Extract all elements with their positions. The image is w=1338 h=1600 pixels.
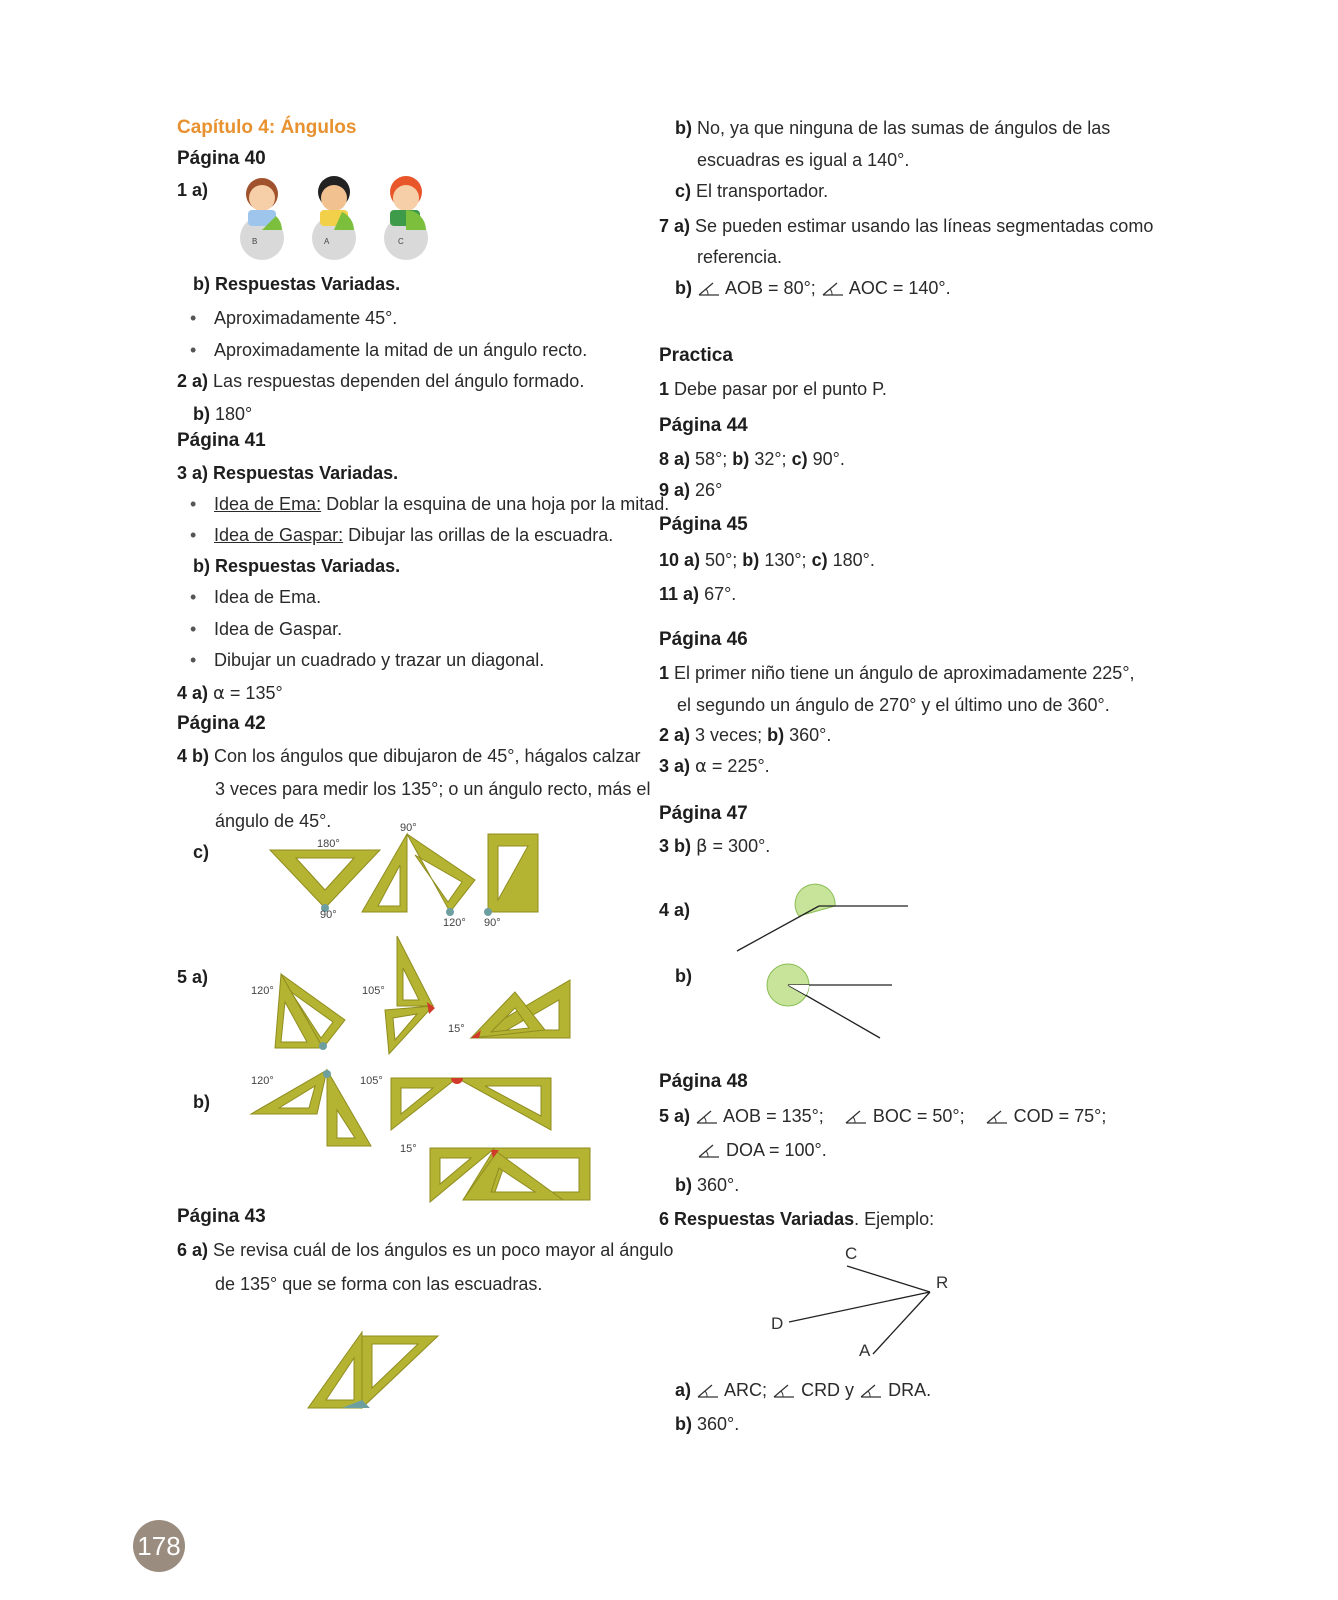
q5b-label: b) <box>193 1092 210 1112</box>
q6a-line-1: 6 a) Se revisa cuál de los ángulos es un poco mayor al ángulo <box>177 1240 674 1260</box>
q6c: c) El transportador. <box>675 181 829 201</box>
diagram-label-r: R <box>936 1273 949 1292</box>
q6a-square-2 <box>362 1336 438 1408</box>
angle-icon <box>697 281 721 297</box>
q3a-heading: 3 a) Respuestas Variadas. <box>177 463 399 483</box>
page-heading-41: Página 41 <box>177 430 266 451</box>
q1b-item-1: • Aproximadamente 45°. <box>190 308 398 328</box>
kid-label-a: A <box>324 237 330 246</box>
q4b-line-2: 3 veces para medir los 135°; o un ángulo recto, más el <box>215 779 651 799</box>
q3a-item-2: • Idea de Gaspar: Dibujar las orillas de la escuadra. <box>190 525 614 545</box>
p48-5a-line-2: DOA = 100°. <box>697 1138 827 1162</box>
diagram-label-c: C <box>845 1244 858 1263</box>
a5-square-1b <box>275 974 323 1048</box>
practica-1: 1 Debe pasar por el punto P. <box>659 379 887 399</box>
q7b: b) AOB = 80°; AOC = 140°. <box>675 278 951 298</box>
kid-redhead <box>384 176 428 260</box>
angle-icon <box>697 1143 721 1159</box>
chapter-title: Capítulo 4: Ángulos <box>177 117 357 138</box>
page-heading-40: Página 40 <box>177 148 266 169</box>
c-angle-90-top: 90° <box>400 822 417 834</box>
b5-angle-15: 15° <box>400 1143 417 1155</box>
a5-square-2b <box>385 1006 433 1054</box>
q1a-label: 1 a) <box>177 180 209 200</box>
page-heading-44: Página 44 <box>659 415 748 436</box>
q2a: 2 a) Las respuestas dependen del ángulo formado. <box>177 371 585 391</box>
q6b-line-1: b) No, ya que ninguna de las sumas de ángulos de las <box>675 118 1111 138</box>
b5-square-2b <box>457 1078 551 1130</box>
page-heading-47: Página 47 <box>659 803 748 824</box>
q9: 9 a) 26° <box>659 480 723 500</box>
page-heading-46: Página 46 <box>659 629 748 650</box>
p48-6: 6 Respuestas Variadas. Ejemplo: <box>659 1209 935 1229</box>
q2b: b) 180° <box>193 404 253 424</box>
q7a-line-2: referencia. <box>697 247 783 267</box>
diagram-label-a: A <box>859 1341 871 1360</box>
page-heading-42: Página 42 <box>177 713 266 734</box>
p48-5a-line-1: 5 a) AOB = 135°; BOC = 50°; COD = 75°; <box>659 1106 1107 1126</box>
q6a-line-2: de 135° que se forma con las escuadras. <box>215 1274 543 1294</box>
set-square-3 <box>407 834 475 912</box>
q11: 11 a) 67°. <box>659 584 737 604</box>
q4c-label: c) <box>193 842 210 862</box>
q5a-label: 5 a) <box>177 967 209 987</box>
angle-icon <box>844 1109 868 1125</box>
set-square-2 <box>362 834 407 912</box>
p47-3b: 3 b) β = 300°. <box>659 836 771 857</box>
q3b-item-1: • Idea de Ema. <box>190 587 322 607</box>
q6a-square-1 <box>308 1332 362 1408</box>
p48-6a: a) ARC; CRD y DRA. <box>675 1380 932 1400</box>
a5-angle-105: 105° <box>362 985 385 997</box>
q3b-item-3: • Dibujar un cuadrado y trazar un diagonal. <box>190 650 545 670</box>
practica-heading: Practica <box>659 345 733 366</box>
q7a-line-1: 7 a) Se pueden estimar usando las líneas segmentadas como <box>659 216 1154 236</box>
a5-angle-15: 15° <box>448 1023 465 1035</box>
set-square-1 <box>270 850 380 908</box>
angle-diagram-4b <box>760 958 900 1043</box>
a5-square-2a <box>397 936 433 1006</box>
kid-label-b: B <box>252 237 258 246</box>
p47-4a-label: 4 a) <box>659 900 691 920</box>
set-squares-5b <box>245 1068 595 1208</box>
c-angle-120: 120° <box>443 917 466 929</box>
b5-square-2a <box>391 1078 457 1130</box>
q3b-item-2: • Idea de Gaspar. <box>190 619 343 639</box>
p46-1-line-1: 1 El primer niño tiene un ángulo de aproximadamente 225°, <box>659 663 1135 683</box>
c-angle-180: 180° <box>317 838 340 850</box>
kid-girl <box>240 178 284 260</box>
angle-diagram-4a <box>735 880 915 955</box>
a5-angle-120: 120° <box>251 985 274 997</box>
q3b-heading: b) Respuestas Variadas. <box>193 556 401 576</box>
page-heading-48: Página 48 <box>659 1071 748 1092</box>
angle-icon <box>859 1383 883 1399</box>
set-squares-c <box>270 820 550 930</box>
set-squares-6a <box>300 1328 445 1413</box>
angle-icon <box>695 1109 719 1125</box>
q1b-heading: b) Respuestas Variadas. <box>193 274 401 294</box>
q8: 8 a) 58°; b) 32°; c) 90°. <box>659 449 845 469</box>
set-squares-5a <box>245 930 575 1060</box>
page-number-badge: 178 <box>133 1520 185 1572</box>
c-angle-90-bottom: 90° <box>320 909 337 921</box>
p47-4b-label: b) <box>675 966 692 986</box>
kids-illustration <box>230 168 440 264</box>
q6b-line-2: escuadras es igual a 140°. <box>697 150 910 170</box>
kid-boy <box>312 176 356 260</box>
q4b-line-1: 4 b) Con los ángulos que dibujaron de 45°, hágalos calzar <box>177 746 641 766</box>
angle-icon <box>985 1109 1009 1125</box>
q1b-item-2: • Aproximadamente la mitad de un ángulo recto. <box>190 340 588 360</box>
angle-icon <box>772 1383 796 1399</box>
angle-icon <box>696 1383 720 1399</box>
page-heading-43: Página 43 <box>177 1206 266 1227</box>
q3a-item-1: • Idea de Ema: Doblar la esquina de una hoja por la mitad. <box>190 494 670 514</box>
c-angle-90-right: 90° <box>484 917 501 929</box>
page-heading-45: Página 45 <box>659 514 748 535</box>
angle-diagram-6 <box>765 1240 955 1365</box>
p48-6b: b) 360°. <box>675 1414 740 1434</box>
p46-1-line-2: el segundo un ángulo de 270° y el último uno de 360°. <box>677 695 1110 715</box>
b5-angle-105: 105° <box>360 1075 383 1087</box>
kid-label-c: C <box>398 237 404 246</box>
set-square-4 <box>488 834 538 912</box>
diagram-label-d: D <box>771 1314 784 1333</box>
p46-3: 3 a) α = 225°. <box>659 756 770 777</box>
q4a: 4 a) α = 135° <box>177 683 283 704</box>
q4b-line-3: ángulo de 45°. <box>215 811 332 831</box>
p46-2: 2 a) 3 veces; b) 360°. <box>659 725 832 745</box>
angle-icon <box>821 281 845 297</box>
q10: 10 a) 50°; b) 130°; c) 180°. <box>659 550 875 570</box>
b5-angle-120: 120° <box>251 1075 274 1087</box>
p48-5b: b) 360°. <box>675 1175 740 1195</box>
